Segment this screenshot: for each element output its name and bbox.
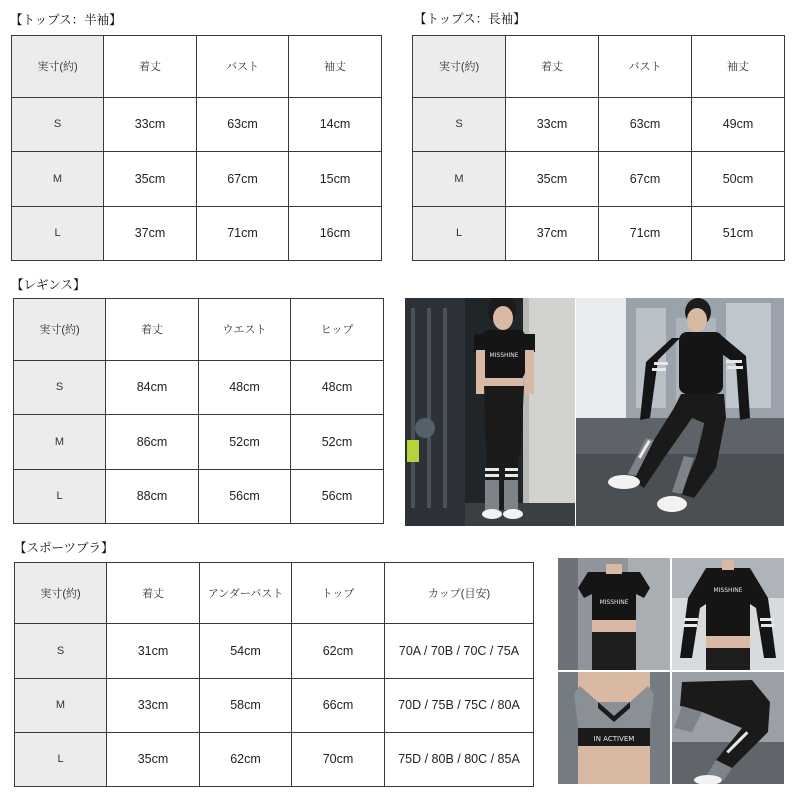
table-row xyxy=(15,732,534,786)
table-header-row xyxy=(15,563,534,624)
value-cell: 54cm xyxy=(200,624,292,678)
header-cell: 着丈 xyxy=(104,36,197,98)
value-cell: 67cm xyxy=(197,152,289,206)
photo-long-sleeve-set xyxy=(576,298,784,526)
header-cell: 実寸(約) xyxy=(413,36,506,98)
size-label: S xyxy=(14,360,106,414)
table-header-row xyxy=(413,36,785,98)
photo-long-sleeve-top-drawing xyxy=(672,558,784,670)
header-cell: 袖丈 xyxy=(289,36,382,98)
value-cell: 35cm xyxy=(506,152,599,206)
photo-short-sleeve-set xyxy=(405,298,575,526)
table-row xyxy=(15,624,534,678)
header-cell: ウエスト xyxy=(199,299,291,361)
photo-leggings-drawing xyxy=(672,672,784,784)
value-cell: 15cm xyxy=(289,152,382,206)
header-cell: 実寸(約) xyxy=(12,36,104,98)
size-label: S xyxy=(413,97,506,151)
value-cell: 62cm xyxy=(200,732,292,786)
value-cell: 35cm xyxy=(107,732,200,786)
value-cell: 31cm xyxy=(107,624,200,678)
size-label: M xyxy=(413,152,506,206)
value-cell: 33cm xyxy=(107,678,200,732)
value-cell: 63cm xyxy=(197,97,289,151)
top-print-text: MISSHINE xyxy=(599,599,629,606)
size-label: M xyxy=(15,678,107,732)
value-cell: 56cm xyxy=(199,469,291,523)
value-cell: 86cm xyxy=(106,415,199,469)
top-print-text: MISSHINE xyxy=(713,587,743,594)
table-row xyxy=(413,206,785,260)
value-cell: 66cm xyxy=(292,678,385,732)
table-header-row xyxy=(14,299,384,361)
value-cell: 35cm xyxy=(104,152,197,206)
size-label: L xyxy=(413,206,506,260)
value-cell: 67cm xyxy=(599,152,692,206)
photo-long-sleeve-set-drawing xyxy=(576,298,784,526)
photo-short-sleeve-set-drawing xyxy=(405,298,575,526)
header-cell: カップ(目安) xyxy=(385,563,534,624)
value-cell: 70cm xyxy=(292,732,385,786)
table-row xyxy=(14,415,384,469)
value-cell: 51cm xyxy=(692,206,785,260)
photo-sports-bra xyxy=(558,672,670,784)
size-label: M xyxy=(12,152,104,206)
header-cell: 実寸(約) xyxy=(15,563,107,624)
tops-short-table xyxy=(11,35,382,261)
value-cell: 56cm xyxy=(291,469,384,523)
size-label: S xyxy=(15,624,107,678)
value-cell: 49cm xyxy=(692,97,785,151)
leggings-table xyxy=(13,298,384,524)
value-cell: 37cm xyxy=(104,206,197,260)
tops-long-title: 【トップス：長袖】 xyxy=(414,11,526,26)
size-label: M xyxy=(14,415,106,469)
cup-cell: 70A / 70B / 70C / 75A xyxy=(385,624,534,678)
photo-leggings xyxy=(672,672,784,784)
header-cell: 着丈 xyxy=(106,299,199,361)
value-cell: 50cm xyxy=(692,152,785,206)
value-cell: 71cm xyxy=(599,206,692,260)
header-cell: 着丈 xyxy=(107,563,200,624)
size-label: S xyxy=(12,97,104,151)
value-cell: 14cm xyxy=(289,97,382,151)
value-cell: 88cm xyxy=(106,469,199,523)
header-cell: 袖丈 xyxy=(692,36,785,98)
table-row xyxy=(15,678,534,732)
value-cell: 84cm xyxy=(106,360,199,414)
value-cell: 48cm xyxy=(199,360,291,414)
table-row xyxy=(413,97,785,151)
value-cell: 58cm xyxy=(200,678,292,732)
tops-long-table xyxy=(412,35,785,261)
value-cell: 52cm xyxy=(291,415,384,469)
value-cell: 48cm xyxy=(291,360,384,414)
table-row xyxy=(12,97,382,151)
leggings-title: 【レギンス】 xyxy=(11,277,86,292)
header-cell: ヒップ xyxy=(291,299,384,361)
header-cell: トップ xyxy=(292,563,385,624)
header-cell: バスト xyxy=(599,36,692,98)
sports-bra-table xyxy=(14,562,534,787)
table-row xyxy=(12,152,382,206)
size-label: L xyxy=(15,732,107,786)
value-cell: 37cm xyxy=(506,206,599,260)
header-cell: 実寸(約) xyxy=(14,299,106,361)
photo-long-sleeve-top xyxy=(672,558,784,670)
value-cell: 33cm xyxy=(506,97,599,151)
value-cell: 62cm xyxy=(292,624,385,678)
value-cell: 33cm xyxy=(104,97,197,151)
value-cell: 63cm xyxy=(599,97,692,151)
value-cell: 16cm xyxy=(289,206,382,260)
size-label: L xyxy=(14,469,106,523)
header-cell: アンダーバスト xyxy=(200,563,292,624)
value-cell: 71cm xyxy=(197,206,289,260)
table-header-row xyxy=(12,36,382,98)
band-print-text: IN ACTIVEM xyxy=(593,735,635,743)
size-label: L xyxy=(12,206,104,260)
table-row xyxy=(14,360,384,414)
table-row xyxy=(12,206,382,260)
cup-cell: 70D / 75B / 75C / 80A xyxy=(385,678,534,732)
tops-short-title: 【トップス：半袖】 xyxy=(10,12,122,27)
table-row xyxy=(413,152,785,206)
value-cell: 52cm xyxy=(199,415,291,469)
header-cell: 着丈 xyxy=(506,36,599,98)
top-print-text: MISSHINE xyxy=(489,352,519,359)
cup-cell: 75D / 80B / 80C / 85A xyxy=(385,732,534,786)
header-cell: バスト xyxy=(197,36,289,98)
photo-sports-bra-drawing xyxy=(558,672,670,784)
photo-short-sleeve-top-drawing xyxy=(558,558,670,670)
sports-bra-title: 【スポーツブラ】 xyxy=(14,540,114,555)
table-row xyxy=(14,469,384,523)
photo-short-sleeve-top xyxy=(558,558,670,670)
